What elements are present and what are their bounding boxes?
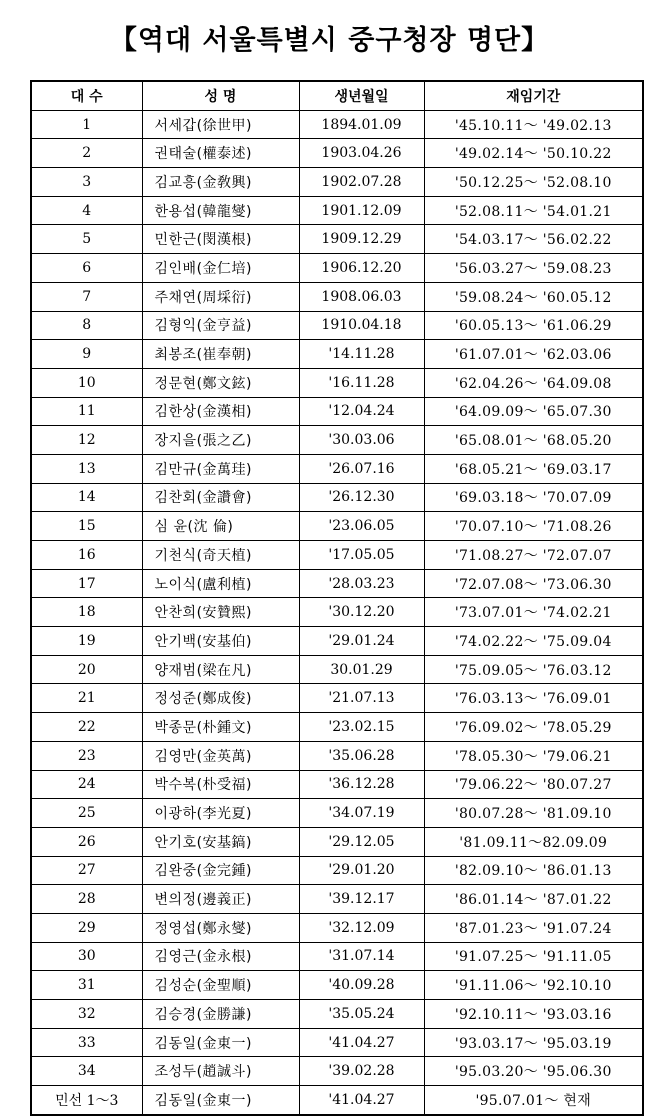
cell-number: 32 — [31, 1000, 142, 1029]
cell-name: 노이식(盧利植) — [142, 569, 299, 598]
cell-number: 31 — [31, 971, 142, 1000]
cell-term: '54.03.17～ '56.02.22 — [424, 225, 643, 254]
cell-number: 2 — [31, 139, 142, 168]
cell-term: '69.03.18～ '70.07.09 — [424, 483, 643, 512]
cell-term: '68.05.21～ '69.03.17 — [424, 454, 643, 483]
cell-number: 13 — [31, 454, 142, 483]
table-row — [31, 397, 643, 426]
table-body — [31, 110, 643, 1115]
cell-number: 민선 1～3 — [31, 1086, 142, 1115]
cell-birth-date: '29.01.20 — [299, 856, 424, 885]
cell-number: 33 — [31, 1028, 142, 1057]
cell-term: '59.08.24～ '60.05.12 — [424, 282, 643, 311]
table-row — [31, 913, 643, 942]
cell-birth-date: '26.12.30 — [299, 483, 424, 512]
cell-birth-date: '36.12.28 — [299, 770, 424, 799]
cell-birth-date: '29.01.24 — [299, 627, 424, 656]
table-row — [31, 168, 643, 197]
cell-name: 심 윤(沈 倫) — [142, 512, 299, 541]
cell-term: '93.03.17～ '95.03.19 — [424, 1028, 643, 1057]
table-row — [31, 885, 643, 914]
table-row — [31, 827, 643, 856]
cell-term: '78.05.30～ '79.06.21 — [424, 741, 643, 770]
cell-term: '91.07.25～ '91.11.05 — [424, 942, 643, 971]
cell-number: 21 — [31, 684, 142, 713]
table-row — [31, 627, 643, 656]
cell-birth-date: '23.02.15 — [299, 713, 424, 742]
cell-number: 8 — [31, 311, 142, 340]
cell-birth-date: '21.07.13 — [299, 684, 424, 713]
table-row — [31, 799, 643, 828]
table-row — [31, 139, 643, 168]
table-row — [31, 655, 643, 684]
cell-term: '64.09.09～ '65.07.30 — [424, 397, 643, 426]
table-row — [31, 1000, 643, 1029]
cell-birth-date: 1906.12.20 — [299, 254, 424, 283]
cell-number: 3 — [31, 168, 142, 197]
cell-birth-date: 1908.06.03 — [299, 282, 424, 311]
cell-birth-date: '23.06.05 — [299, 512, 424, 541]
cell-name: 최봉조(崔奉朝) — [142, 340, 299, 369]
cell-birth-date: 1903.04.26 — [299, 139, 424, 168]
cell-name: 박종문(朴鍾文) — [142, 713, 299, 742]
cell-name: 민한근(閔漢根) — [142, 225, 299, 254]
cell-term: '82.09.10～ '86.01.13 — [424, 856, 643, 885]
table-row — [31, 340, 643, 369]
cell-birth-date: '30.12.20 — [299, 598, 424, 627]
cell-term: '49.02.14～ '50.10.22 — [424, 139, 643, 168]
table-row — [31, 254, 643, 283]
cell-birth-date: '35.05.24 — [299, 1000, 424, 1029]
cell-number: 7 — [31, 282, 142, 311]
cell-name: 정문현(鄭文鉉) — [142, 368, 299, 397]
cell-term: '86.01.14～ '87.01.22 — [424, 885, 643, 914]
cell-term: '61.07.01～ '62.03.06 — [424, 340, 643, 369]
cell-name: 안기호(安基鎬) — [142, 827, 299, 856]
cell-birth-date: 1894.01.09 — [299, 110, 424, 139]
cell-name: 김영만(金英萬) — [142, 741, 299, 770]
cell-name: 변의정(邊義正) — [142, 885, 299, 914]
cell-name: 권태술(權泰述) — [142, 139, 299, 168]
cell-name: 주채연(周埰衍) — [142, 282, 299, 311]
cell-number: 15 — [31, 512, 142, 541]
cell-birth-date: '32.12.09 — [299, 913, 424, 942]
cell-term: '50.12.25～ '52.08.10 — [424, 168, 643, 197]
cell-name: 정성준(鄭成俊) — [142, 684, 299, 713]
cell-name: 박수복(朴受福) — [142, 770, 299, 799]
cell-name: 안찬희(安贊熙) — [142, 598, 299, 627]
header-term: 재임기간 — [424, 81, 643, 110]
cell-number: 19 — [31, 627, 142, 656]
cell-birth-date: 30.01.29 — [299, 655, 424, 684]
table-row — [31, 311, 643, 340]
cell-term: '74.02.22～ '75.09.04 — [424, 627, 643, 656]
cell-number: 6 — [31, 254, 142, 283]
table-row — [31, 1086, 643, 1115]
table-row — [31, 512, 643, 541]
table-row — [31, 569, 643, 598]
cell-birth-date: '30.03.06 — [299, 426, 424, 455]
cell-number: 4 — [31, 196, 142, 225]
cell-name: 서세갑(徐世甲) — [142, 110, 299, 139]
cell-birth-date: 1909.12.29 — [299, 225, 424, 254]
cell-name: 김승경(金勝謙) — [142, 1000, 299, 1029]
cell-name: 김동일(金東一) — [142, 1028, 299, 1057]
cell-name: 조성두(趙誠斗) — [142, 1057, 299, 1086]
table-row — [31, 282, 643, 311]
cell-birth-date: '28.03.23 — [299, 569, 424, 598]
mayor-list-table — [30, 80, 644, 1116]
cell-term: '87.01.23～ '91.07.24 — [424, 913, 643, 942]
cell-term: '75.09.05～ '76.03.12 — [424, 655, 643, 684]
cell-term: '79.06.22～ '80.07.27 — [424, 770, 643, 799]
table-row — [31, 110, 643, 139]
cell-number: 9 — [31, 340, 142, 369]
table-row — [31, 856, 643, 885]
cell-term: '80.07.28～ '81.09.10 — [424, 799, 643, 828]
table-row — [31, 741, 643, 770]
cell-birth-date: 1910.04.18 — [299, 311, 424, 340]
cell-term: '73.07.01～ '74.02.21 — [424, 598, 643, 627]
cell-name: 김만규(金萬珪) — [142, 454, 299, 483]
cell-term: '95.03.20～ '95.06.30 — [424, 1057, 643, 1086]
cell-number: 16 — [31, 541, 142, 570]
cell-term: '91.11.06～ '92.10.10 — [424, 971, 643, 1000]
cell-birth-date: '12.04.24 — [299, 397, 424, 426]
cell-term: '72.07.08～ '73.06.30 — [424, 569, 643, 598]
cell-term: '95.07.01～ 현재 — [424, 1086, 643, 1115]
cell-number: 18 — [31, 598, 142, 627]
table-row — [31, 684, 643, 713]
cell-name: 김형익(金亨益) — [142, 311, 299, 340]
table-row — [31, 713, 643, 742]
cell-term: '45.10.11～ '49.02.13 — [424, 110, 643, 139]
table-row — [31, 770, 643, 799]
cell-birth-date: '34.07.19 — [299, 799, 424, 828]
header-birth-date: 생년월일 — [299, 81, 424, 110]
table-header-row — [31, 81, 643, 110]
cell-name: 김성순(金聖順) — [142, 971, 299, 1000]
cell-number: 30 — [31, 942, 142, 971]
cell-term: '70.07.10～ '71.08.26 — [424, 512, 643, 541]
cell-name: 김교흥(金敎興) — [142, 168, 299, 197]
cell-number: 29 — [31, 913, 142, 942]
cell-term: '81.09.11～82.09.09 — [424, 827, 643, 856]
cell-number: 34 — [31, 1057, 142, 1086]
cell-name: 김완중(金完鍾) — [142, 856, 299, 885]
cell-name: 기천식(奇天植) — [142, 541, 299, 570]
cell-birth-date: '29.12.05 — [299, 827, 424, 856]
cell-birth-date: '26.07.16 — [299, 454, 424, 483]
table-row — [31, 196, 643, 225]
cell-birth-date: 1901.12.09 — [299, 196, 424, 225]
cell-number: 17 — [31, 569, 142, 598]
cell-number: 24 — [31, 770, 142, 799]
table-row — [31, 368, 643, 397]
cell-term: '76.09.02～ '78.05.29 — [424, 713, 643, 742]
cell-name: 김한상(金漢相) — [142, 397, 299, 426]
page-title: 【역대 서울특별시 중구청장 명단】 — [109, 25, 550, 56]
cell-birth-date: 1902.07.28 — [299, 168, 424, 197]
cell-birth-date: '17.05.05 — [299, 541, 424, 570]
cell-term: '65.08.01～ '68.05.20 — [424, 426, 643, 455]
table-row — [31, 942, 643, 971]
cell-number: 28 — [31, 885, 142, 914]
cell-number: 1 — [31, 110, 142, 139]
cell-name: 한용섭(韓龍燮) — [142, 196, 299, 225]
cell-term: '76.03.13～ '76.09.01 — [424, 684, 643, 713]
cell-name: 이광하(李光夏) — [142, 799, 299, 828]
table-row — [31, 483, 643, 512]
table-row — [31, 541, 643, 570]
cell-number: 14 — [31, 483, 142, 512]
cell-birth-date: '14.11.28 — [299, 340, 424, 369]
cell-term: '60.05.13～ '61.06.29 — [424, 311, 643, 340]
cell-number: 27 — [31, 856, 142, 885]
table-row — [31, 454, 643, 483]
cell-birth-date: '39.02.28 — [299, 1057, 424, 1086]
cell-birth-date: '16.11.28 — [299, 368, 424, 397]
cell-term: '62.04.26～ '64.09.08 — [424, 368, 643, 397]
table-row — [31, 1028, 643, 1057]
table-row — [31, 426, 643, 455]
cell-name: 정영섭(鄭永燮) — [142, 913, 299, 942]
cell-number: 11 — [31, 397, 142, 426]
cell-name: 안기백(安基伯) — [142, 627, 299, 656]
header-name: 성 명 — [142, 81, 299, 110]
table-row — [31, 598, 643, 627]
cell-number: 20 — [31, 655, 142, 684]
cell-term: '52.08.11～ '54.01.21 — [424, 196, 643, 225]
cell-birth-date: '35.06.28 — [299, 741, 424, 770]
cell-birth-date: '41.04.27 — [299, 1086, 424, 1115]
cell-birth-date: '31.07.14 — [299, 942, 424, 971]
cell-name: 김영근(金永根) — [142, 942, 299, 971]
cell-name: 김동일(金東一) — [142, 1086, 299, 1115]
cell-term: '71.08.27～ '72.07.07 — [424, 541, 643, 570]
header-number: 대 수 — [31, 81, 142, 110]
cell-name: 김찬회(金讚會) — [142, 483, 299, 512]
cell-birth-date: '41.04.27 — [299, 1028, 424, 1057]
cell-birth-date: '39.12.17 — [299, 885, 424, 914]
cell-name: 양재범(梁在凡) — [142, 655, 299, 684]
table-row — [31, 971, 643, 1000]
cell-term: '92.10.11～ '93.03.16 — [424, 1000, 643, 1029]
table-row — [31, 225, 643, 254]
cell-birth-date: '40.09.28 — [299, 971, 424, 1000]
table-row — [31, 1057, 643, 1086]
cell-number: 10 — [31, 368, 142, 397]
cell-name: 장지을(張之乙) — [142, 426, 299, 455]
cell-number: 12 — [31, 426, 142, 455]
cell-number: 23 — [31, 741, 142, 770]
cell-number: 22 — [31, 713, 142, 742]
cell-number: 26 — [31, 827, 142, 856]
cell-term: '56.03.27～ '59.08.23 — [424, 254, 643, 283]
cell-name: 김인배(金仁培) — [142, 254, 299, 283]
cell-number: 5 — [31, 225, 142, 254]
cell-number: 25 — [31, 799, 142, 828]
